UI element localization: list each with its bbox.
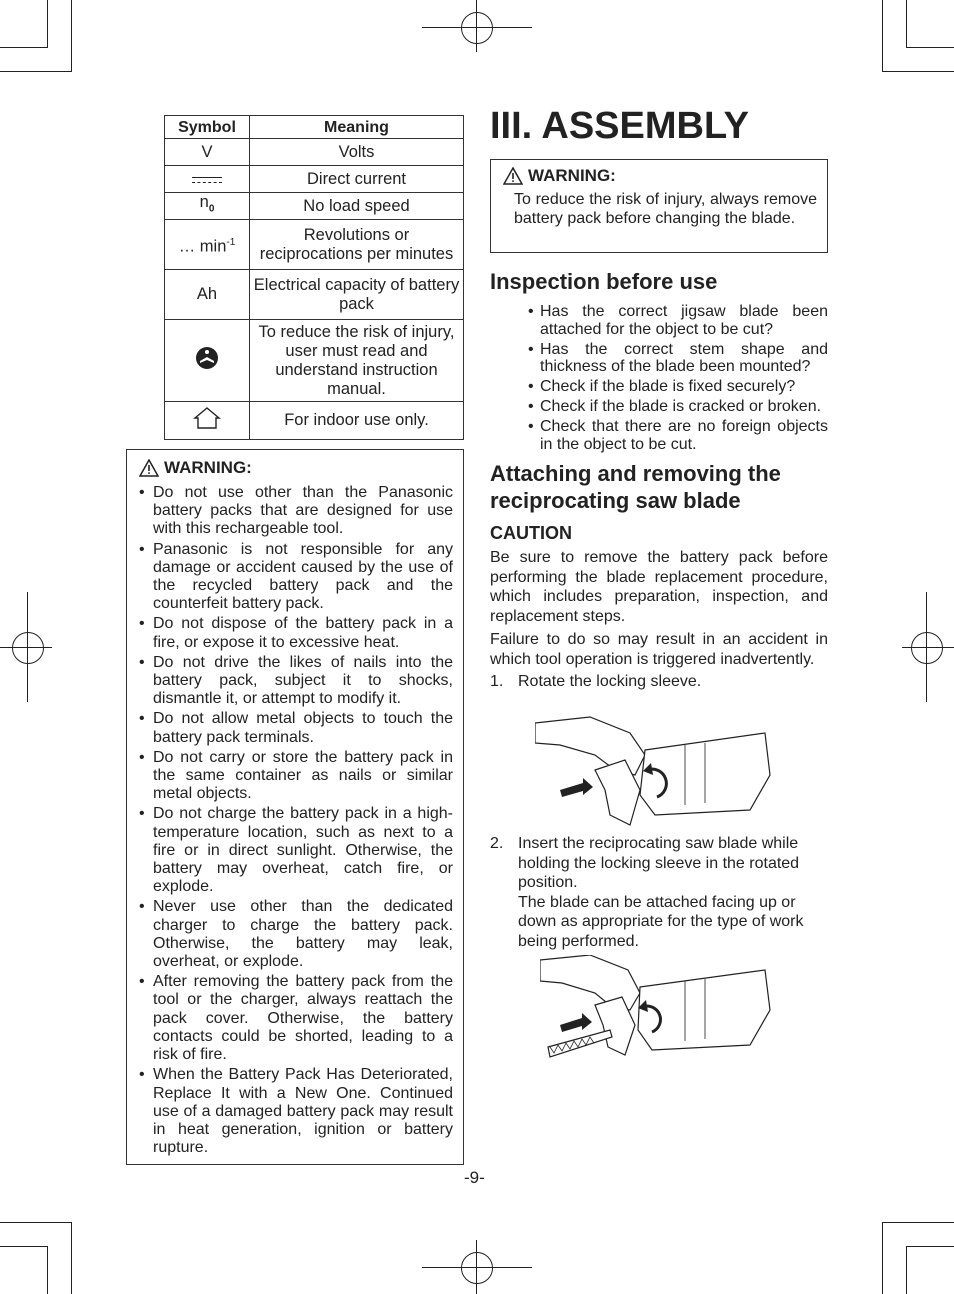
symbol-cell [165, 320, 250, 402]
list-item: • Do not dispose of the battery pack in a fire, or expose it to excessive heat. [139, 615, 453, 651]
direct-current-icon [192, 177, 222, 184]
crop-mark [47, 0, 48, 48]
table-row [165, 139, 464, 166]
list-item: • Check that there are no foreign objects in the object to be cut. [528, 418, 828, 454]
crop-mark [906, 0, 907, 48]
list-item: • When the Battery Pack Has Deteriorated, Replace It with a New One. Continued use of a damaged battery pack may result in heat generation, ignition or battery rupture. [139, 1066, 453, 1157]
list-item: • Check if the blade is cracked or broken. [528, 398, 828, 416]
symbols-table [164, 115, 464, 440]
crop-mark [882, 0, 883, 72]
crop-mark [0, 1246, 48, 1247]
table-row [165, 270, 464, 320]
indoor-use-icon [193, 407, 221, 429]
list-item: • Do not allow metal objects to touch the battery pack terminals. [139, 710, 453, 746]
symbol-cell: V [165, 139, 250, 166]
warning-heading [503, 166, 817, 186]
attach-section [490, 460, 828, 692]
crop-mark [926, 592, 927, 702]
crop-mark [71, 0, 72, 72]
inspection-list [490, 303, 828, 453]
symbol-cell [165, 402, 250, 440]
rotate-sleeve-illustration [535, 715, 775, 830]
list-item: • Do not carry or store the battery pack in the same container as nails or similar metal objects. [139, 749, 453, 804]
crop-mark [27, 592, 28, 702]
crop-mark [0, 47, 48, 48]
assembly-warning-box [490, 159, 828, 253]
registration-mark [461, 1252, 493, 1284]
registration-mark [911, 632, 943, 664]
attach-paragraph: Be sure to remove the battery pack before performing the blade replacement procedure, which includes preparation, inspection, and replacement steps. [490, 549, 828, 625]
warning-title: WARNING: [528, 166, 616, 185]
symbol-cell: Ah [165, 270, 250, 320]
crop-mark [476, 1240, 477, 1294]
meaning-cell: Direct current [250, 166, 464, 193]
page-number: -9- [464, 1168, 485, 1187]
symbol-superscript: -1 [226, 236, 236, 248]
meaning-cell: No load speed [250, 193, 464, 220]
attach-heading: Attaching and removing the reciprocating saw blade [490, 461, 781, 513]
crop-mark [882, 1222, 883, 1294]
list-item: • Do not charge the battery pack in a high-temperature location, such as next to a fire or in direct sunlight. Otherwise, the battery may overheat, catch fire, or explode. [139, 805, 453, 896]
step-2-note [490, 893, 828, 952]
table-row [165, 166, 464, 193]
step-number: 1. [490, 673, 504, 690]
assembly-warning-text: To reduce the risk of injury, always remove battery pack before changing the blade. [514, 191, 817, 227]
meaning-cell: Electrical capacity of battery pack [250, 270, 464, 320]
step-2-section [490, 834, 828, 951]
step-1 [490, 672, 828, 692]
table-row [165, 220, 464, 270]
warning-title: WARNING: [164, 458, 252, 477]
crop-mark [906, 47, 954, 48]
step-note-text: The blade can be attached facing up or down as appropriate for the type of work being performed. [518, 893, 804, 950]
crop-mark [882, 1222, 954, 1223]
inspection-heading: Inspection before use [490, 269, 718, 294]
symbol-subscript: 0 [208, 203, 215, 215]
step-text: Rotate the locking sleeve. [518, 673, 702, 690]
attach-paragraph: Failure to do so may result in an accident in which tool operation is triggered inadvertently. [490, 631, 828, 668]
crop-mark [0, 71, 72, 72]
crop-mark [71, 1222, 72, 1294]
meaning-cell: To reduce the risk of injury, user must read and understand instruction manual. [250, 320, 464, 402]
symbol-cell [165, 220, 250, 270]
meaning-cell: For indoor use only. [250, 402, 464, 440]
meaning-cell: Revolutions or reciprocations per minutes [250, 220, 464, 270]
registration-mark [12, 632, 44, 664]
read-manual-icon [195, 346, 219, 370]
meaning-cell: Volts [250, 139, 464, 166]
crop-mark [47, 1246, 48, 1294]
table-row [165, 320, 464, 402]
list-item: • Has the correct stem shape and thickness of the blade been mounted? [528, 341, 828, 377]
crop-mark [906, 1246, 907, 1294]
warning-heading [139, 458, 453, 478]
inspection-section [490, 268, 828, 455]
section-title: III. ASSEMBLY [490, 105, 750, 147]
crop-mark [902, 647, 954, 648]
list-item: • After removing the battery pack from the tool or the charger, always reattach the pack cover. Otherwise, the battery contacts could be shorted, leading to a risk of fire. [139, 973, 453, 1064]
symbol-cell [165, 193, 250, 220]
step-2 [490, 834, 828, 893]
list-item: • Has the correct jigsaw blade been attached for the object to be cut? [528, 303, 828, 339]
list-item: • Check if the blade is fixed securely? [528, 378, 828, 396]
crop-mark [0, 1222, 72, 1223]
battery-warning-box [126, 449, 464, 1165]
crop-mark [476, 0, 477, 52]
warning-icon [503, 167, 523, 185]
table-header-row [165, 116, 464, 139]
list-item: • Never use other than the dedicated charger to charge the battery pack. Otherwise, the battery may leak, overheat, or explode. [139, 898, 453, 971]
battery-warning-list [139, 484, 453, 1157]
insert-blade-illustration [540, 955, 775, 1063]
symbol-cell [165, 166, 250, 193]
crop-mark [422, 27, 532, 28]
registration-mark [461, 12, 493, 44]
crop-mark [0, 647, 52, 648]
caution-label: CAUTION [490, 523, 572, 543]
symbol-text: n [199, 193, 209, 212]
step-number: 2. [490, 835, 504, 852]
crop-mark [422, 1267, 532, 1268]
meaning-header: Meaning [250, 116, 464, 139]
step-text: Insert the reciprocating saw blade while holding the locking sleeve in the rotated position. [518, 835, 800, 891]
symbol-text: … min [178, 237, 227, 256]
list-item: • Do not use other than the Panasonic battery packs that are designed for use with this rechargeable tool. [139, 484, 453, 539]
list-item: • Panasonic is not responsible for any damage or accident caused by the use of the recycled battery pack and the counterfeit battery pack. [139, 541, 453, 614]
table-row [165, 193, 464, 220]
crop-mark [882, 71, 954, 72]
list-item: • Do not drive the likes of nails into the battery pack, subject it to shocks, dismantle it, or attempt to modify it. [139, 654, 453, 709]
crop-mark [906, 1246, 954, 1247]
symbol-header: Symbol [165, 116, 250, 139]
table-row [165, 402, 464, 440]
warning-icon [139, 459, 159, 477]
